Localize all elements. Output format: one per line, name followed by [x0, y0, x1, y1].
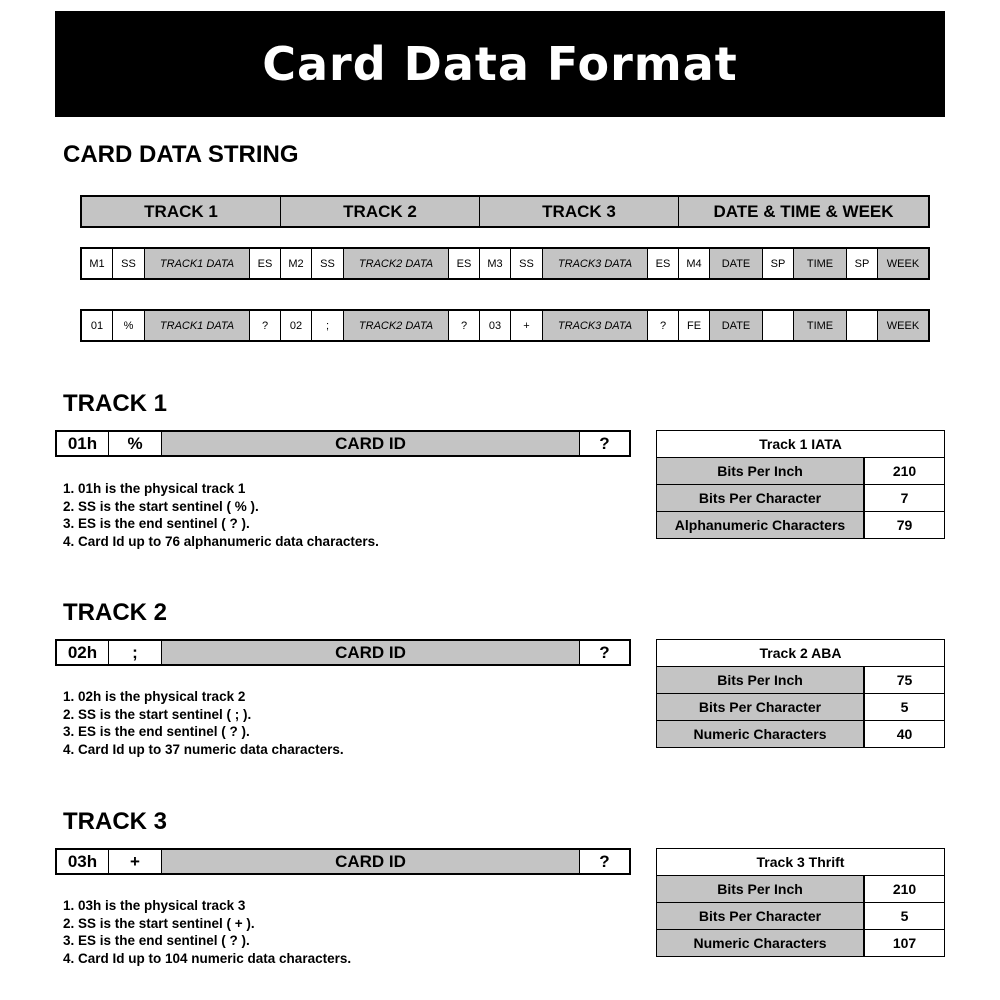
spec-row: [657, 512, 944, 538]
spec-label: Bits Per Character: [657, 485, 865, 511]
label-cell: TRACK3 DATA: [543, 249, 648, 278]
spec-value: 75: [865, 667, 944, 693]
spec-label: Numeric Characters: [657, 930, 865, 956]
label-cell: ES: [449, 249, 480, 278]
title-banner: [55, 11, 945, 117]
track1-spec-title: Track 1 IATA: [657, 431, 944, 458]
track2-ss-cell: ;: [109, 641, 162, 664]
value-cell: TRACK1 DATA: [145, 311, 250, 340]
label-cell: WEEK: [878, 249, 928, 278]
spec-value: 40: [865, 721, 944, 747]
track3-note: 3. ES is the end sentinel ( ? ).: [63, 933, 250, 948]
header-track2: TRACK 2: [281, 197, 480, 226]
track3-es-cell: ?: [580, 850, 629, 873]
spec-label: Numeric Characters: [657, 721, 865, 747]
page-title: Card Data Format: [262, 37, 738, 91]
spec-value: 107: [865, 930, 944, 956]
track1-note: 2. SS is the start sentinel ( % ).: [63, 498, 259, 514]
track2-card-id-cell: CARD ID: [162, 641, 580, 664]
value-cell: 02: [281, 311, 312, 340]
label-cell: SP: [847, 249, 878, 278]
label-cell: SS: [511, 249, 543, 278]
track3-note: 2. SS is the start sentinel ( + ).: [63, 915, 255, 931]
label-cell: M3: [480, 249, 511, 278]
track3-marker-cell: 03h: [57, 850, 109, 873]
track2-field-strip: [55, 639, 631, 666]
value-cell: TRACK2 DATA: [344, 311, 449, 340]
label-cell: M4: [679, 249, 710, 278]
value-cell: ?: [648, 311, 679, 340]
label-cell: ES: [250, 249, 281, 278]
track1-note: 1. 01h is the physical track 1: [63, 481, 246, 496]
track1-note: 4. Card Id up to 76 alphanumeric data characters.: [63, 533, 379, 549]
track3-notes: [63, 897, 351, 967]
track2-note: 1. 02h is the physical track 2: [63, 689, 246, 704]
spec-row: [657, 721, 944, 747]
track2-notes: [63, 688, 344, 758]
track1-spec-table: [656, 430, 945, 539]
track1-ss-cell: %: [109, 432, 162, 455]
spec-row: [657, 903, 944, 930]
label-cell: M1: [82, 249, 113, 278]
track2-spec-title: Track 2 ABA: [657, 640, 944, 667]
track3-field-strip: [55, 848, 631, 875]
label-cell: TRACK1 DATA: [145, 249, 250, 278]
spec-row: [657, 694, 944, 721]
label-cell: TIME: [794, 249, 847, 278]
spec-value: 210: [865, 458, 944, 484]
label-cell: ES: [648, 249, 679, 278]
label-cell: M2: [281, 249, 312, 278]
track2-note: 2. SS is the start sentinel ( ; ).: [63, 706, 252, 722]
spec-value: 5: [865, 903, 944, 929]
spec-row: [657, 667, 944, 694]
track1-es-cell: ?: [580, 432, 629, 455]
track1-heading: TRACK 1: [63, 390, 168, 417]
spec-value: 5: [865, 694, 944, 720]
value-cell: 03: [480, 311, 511, 340]
track3-note: 4. Card Id up to 104 numeric data characters.: [63, 950, 352, 966]
card-data-string-heading: CARD DATA STRING: [63, 141, 299, 168]
string-value-strip: [80, 309, 930, 342]
spec-row: [657, 930, 944, 956]
track3-spec-title: Track 3 Thrift: [657, 849, 944, 876]
spec-label: Bits Per Character: [657, 903, 865, 929]
value-cell: +: [511, 311, 543, 340]
spec-row: [657, 876, 944, 903]
string-label-strip: [80, 247, 930, 280]
track2-es-cell: ?: [580, 641, 629, 664]
track2-note: 4. Card Id up to 37 numeric data characters.: [63, 741, 344, 757]
spec-label: Bits Per Inch: [657, 667, 865, 693]
spec-label: Alphanumeric Characters: [657, 512, 865, 538]
spec-row: [657, 458, 944, 485]
track3-card-id-cell: CARD ID: [162, 850, 580, 873]
spec-label: Bits Per Inch: [657, 876, 865, 902]
track1-note: 3. ES is the end sentinel ( ? ).: [63, 516, 250, 531]
track2-heading: TRACK 2: [63, 599, 168, 626]
track1-notes: [63, 480, 379, 550]
header-track3: TRACK 3: [480, 197, 679, 226]
spec-label: Bits Per Character: [657, 694, 865, 720]
track3-note: 1. 03h is the physical track 3: [63, 898, 246, 913]
value-cell: 01: [82, 311, 113, 340]
label-cell: TRACK2 DATA: [344, 249, 449, 278]
track1-field-strip: [55, 430, 631, 457]
value-cell: ;: [312, 311, 344, 340]
track1-card-id-cell: CARD ID: [162, 432, 580, 455]
value-cell: FE: [679, 311, 710, 340]
label-cell: SP: [763, 249, 794, 278]
value-cell: %: [113, 311, 145, 340]
value-cell: [847, 311, 878, 340]
value-cell: WEEK: [878, 311, 928, 340]
spec-value: 210: [865, 876, 944, 902]
value-cell: TIME: [794, 311, 847, 340]
track3-ss-cell: +: [109, 850, 162, 873]
spec-value: 7: [865, 485, 944, 511]
track2-spec-table: [656, 639, 945, 748]
label-cell: SS: [312, 249, 344, 278]
track1-marker-cell: 01h: [57, 432, 109, 455]
string-header-strip: [80, 195, 930, 228]
track3-heading: TRACK 3: [63, 808, 168, 835]
header-track1: TRACK 1: [82, 197, 281, 226]
spec-row: [657, 485, 944, 512]
track2-marker-cell: 02h: [57, 641, 109, 664]
value-cell: ?: [250, 311, 281, 340]
value-cell: ?: [449, 311, 480, 340]
label-cell: SS: [113, 249, 145, 278]
header-date-time-week: DATE & TIME & WEEK: [679, 197, 928, 226]
value-cell: DATE: [710, 311, 763, 340]
label-cell: DATE: [710, 249, 763, 278]
value-cell: [763, 311, 794, 340]
spec-label: Bits Per Inch: [657, 458, 865, 484]
track3-spec-table: [656, 848, 945, 957]
track2-note: 3. ES is the end sentinel ( ? ).: [63, 724, 250, 739]
spec-value: 79: [865, 512, 944, 538]
value-cell: TRACK3 DATA: [543, 311, 648, 340]
